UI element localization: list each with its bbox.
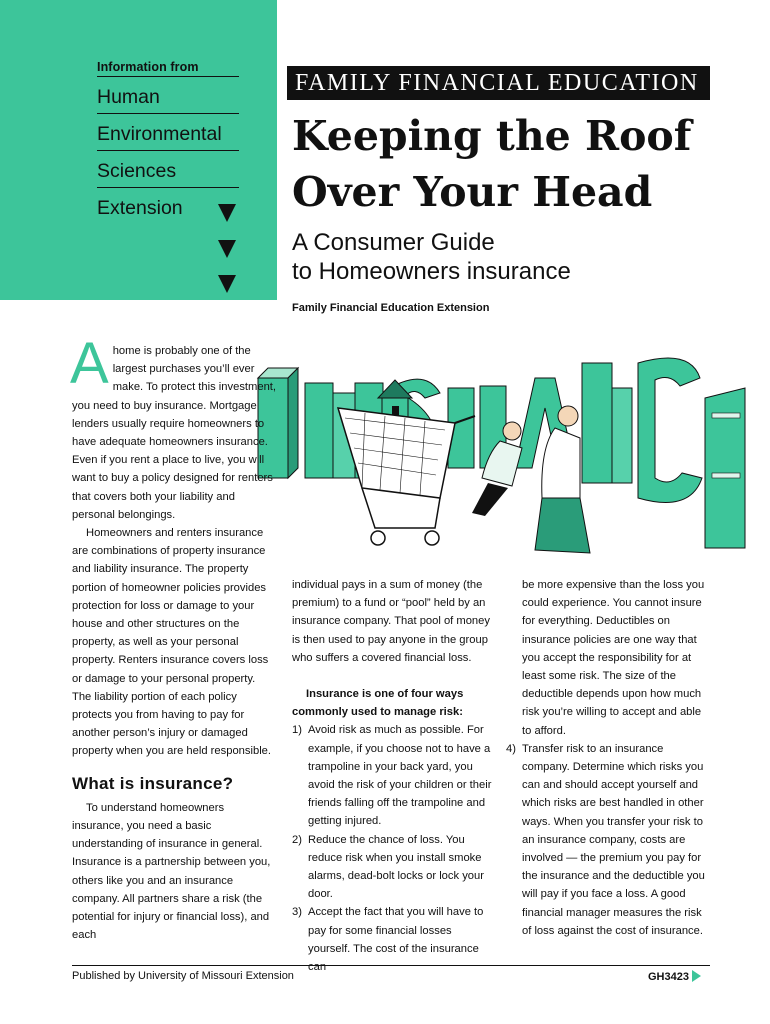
column-3 (506, 576, 711, 940)
footer-publisher: Published by University of Missouri Extension (72, 970, 294, 982)
sidebar-item-environmental: Environmental (97, 114, 239, 151)
series-banner: FAMILY FINANCIAL EDUCATION (287, 66, 710, 100)
footer-code (648, 970, 701, 983)
sidebar-content (97, 60, 239, 224)
column-1 (70, 331, 277, 945)
intro-text: home is probably one of the largest purchases you’ll ever make. To protect this investment, you need to buy insurance. Mortgage lenders usually require homeowners to have adequate homeowners insurance. Even if you rent a place to live, you will want to buy a policy designed for renters that covers both your liability and personal belongings. (72, 345, 277, 521)
body-paragraph: To understand homeowners insurance, you need a basic understanding of insurance in general. Insurance is a partnership between you, others like you and an insurance company. All partners share a risk (the potential for injury or financial loss), and each (72, 801, 271, 942)
sidebar-item-sciences: Sciences (97, 151, 239, 188)
bold-intro: Insurance is one of four ways commonly used to manage risk: (292, 688, 464, 719)
list-text: Transfer risk to an insurance company. Determine which risks you can and should accept yourself and which risks are best handled in other ways. When you transfer your risk to an insurance company, costs are involved — the premium you pay for the insurance and the deductible you will pay if you face a loss. A good financial manager measures the risk of loss against the cost of insurance. (522, 742, 705, 937)
triangle-down-icon (218, 204, 236, 222)
triangle-down-icon (218, 275, 236, 293)
section-heading: What is insurance? (72, 773, 234, 793)
body-paragraph: individual pays in a sum of money (the premium) to a fund or “pool” held by an insurance company. That pool of money is then used to pay anyone in the group who suffers a covered financial loss. (292, 579, 490, 664)
sidebar-item-extension: Extension (97, 197, 183, 219)
list-number: 3) (292, 906, 302, 919)
intro-paragraph (70, 331, 277, 524)
title-line-2: Over Your Head (292, 168, 653, 216)
page-subtitle (292, 228, 732, 286)
list-item (292, 721, 497, 830)
body-paragraph: be more expensive than the loss you could experience. You cannot insure for everything. Deductibles on insurance policies are one way that you accept the responsibility for at least some risk. The size of the deductible depends upon how much risk you’re willing to accept and able to afford. (522, 579, 705, 737)
title-line-1: Keeping the Roof (292, 112, 692, 160)
list-text: Reduce the chance of loss. You reduce risk when you install smoke alarms, dead-bolt locks or lock your door. (308, 833, 484, 901)
subtitle-line-2: to Homeowners insurance (292, 258, 571, 285)
triangle-down-icon (218, 240, 236, 258)
list-number: 4) (506, 742, 516, 755)
sidebar-item-human: Human (97, 77, 239, 114)
sidebar-panel (0, 0, 277, 300)
list-item (292, 831, 497, 904)
info-from-label: Information from (97, 60, 239, 77)
list-number: 2) (292, 833, 302, 846)
extension-line: Family Financial Education Extension (292, 302, 490, 314)
body-paragraph: Homeowners and renters insurance are combinations of property insurance and liability insurance. The property portion of homeowner policies provides protection for loss or damage to your house and other structures on the property, as well as your personal property. Renters insurance covers loss or damage to your personal property. The liability portion of each policy protects you from having to pay for another person’s injury or damaged property when you are held responsible. (72, 527, 272, 758)
column-2 (292, 576, 497, 976)
list-item (506, 740, 711, 940)
insurance-illustration (250, 338, 750, 568)
shopping-cart-illustration (338, 408, 475, 545)
subtitle-line-1: A Consumer Guide (292, 229, 495, 256)
list-text: Accept the fact that you will have to pay for some financial losses yourself. The cost of the insurance can (308, 906, 484, 974)
page-title (292, 108, 752, 220)
list-number: 1) (292, 724, 302, 737)
drop-cap: A (70, 331, 109, 396)
footer-divider (72, 965, 710, 966)
list-text: Avoid risk as much as possible. For example, if you choose not to have a trampoline in your back yard, you avoid the risk of your children or their friends falling off the trampoline and getting injured. (308, 724, 492, 828)
arrow-right-icon (692, 970, 701, 982)
publication-code: GH3423 (648, 971, 689, 983)
